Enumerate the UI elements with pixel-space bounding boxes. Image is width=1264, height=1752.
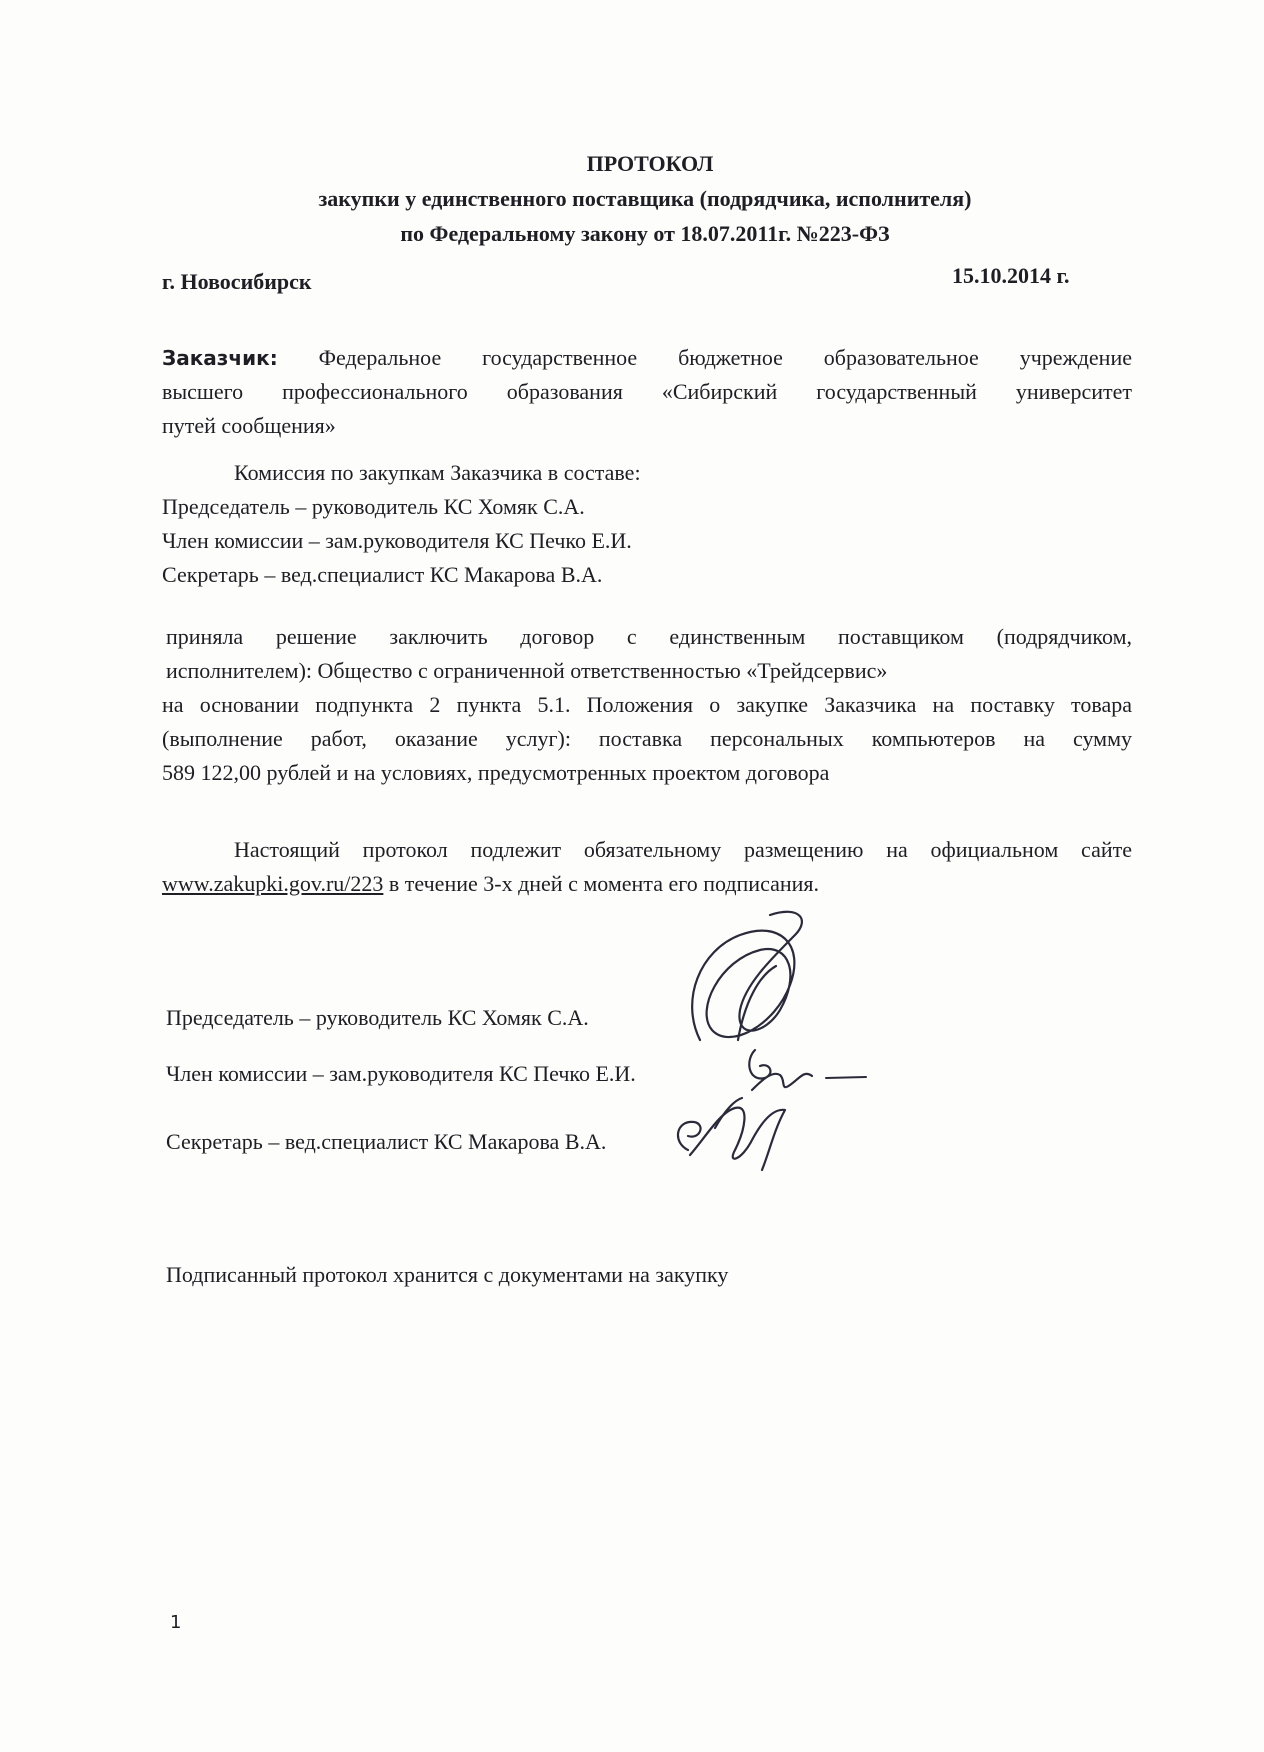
customer-line-3: путей сообщения»	[162, 413, 336, 438]
decision-line: исполнителем): Общество с ограниченной ответственностью «Трейдсервис»	[166, 658, 888, 683]
decision-line: 589 122,00 рублей и на условиях, предусмотренных проектом договора	[162, 760, 830, 785]
decision-paragraph	[162, 620, 1132, 790]
signature-line-chairman: Председатель – руководитель КС Хомяк С.А.	[166, 1005, 589, 1030]
document-date: 15.10.2014 г.	[952, 263, 1070, 288]
commission-member: Секретарь – вед.специалист КС Макарова В.А.	[162, 562, 603, 587]
zakupki-link[interactable]: www.zakupki.gov.ru/223	[162, 871, 384, 896]
commission-member: Председатель – руководитель КС Хомяк С.А.	[162, 494, 585, 519]
publication-line-2-text: в течение 3-х дней с момента его подписания.	[383, 871, 820, 896]
signature-line-member: Член комиссии – зам.руководителя КС Печко Е.И.	[166, 1061, 636, 1086]
chairman-signature	[692, 912, 802, 1040]
decision-line: приняла решение заключить договор с единственным поставщиком (подрядчиком,	[166, 624, 1132, 649]
member-signature	[749, 1050, 812, 1090]
decision-line: на основании подпункта 2 пункта 5.1. Положения о закупке Заказчика на поставку товара	[162, 692, 1132, 717]
customer-paragraph	[162, 341, 1132, 443]
publication-line-2	[162, 867, 1132, 901]
customer-line-1	[162, 341, 1132, 375]
commission-block	[162, 456, 1132, 592]
footer-note: Подписанный протокол хранится с документами на закупку	[166, 1262, 729, 1287]
document-title: ПРОТОКОЛ	[586, 151, 714, 176]
decision-line: (выполнение работ, оказание услуг): поставка персональных компьютеров на сумму	[162, 726, 1132, 751]
document-law-reference: по Федеральному закону от 18.07.2011г. №223-ФЗ	[400, 221, 890, 246]
secretary-signature	[678, 1108, 785, 1170]
customer-line-1-text: Федеральное государственное бюджетное образовательное учреждение	[277, 345, 1132, 370]
document-subtitle: закупки у единственного поставщика (подрядчика, исполнителя)	[318, 186, 972, 211]
customer-line-2: высшего профессионального образования «Сибирский государственный университет	[162, 379, 1132, 404]
commission-member: Член комиссии – зам.руководителя КС Печко Е.И.	[162, 528, 632, 553]
city: г. Новосибирск	[162, 269, 312, 294]
page-number: 1	[170, 1612, 182, 1633]
signature-line-secretary: Секретарь – вед.специалист КС Макарова В.А.	[166, 1129, 607, 1154]
customer-label: Заказчик:	[162, 346, 278, 370]
publication-paragraph	[162, 833, 1132, 901]
commission-intro: Комиссия по закупкам Заказчика в составе:	[234, 460, 641, 485]
publication-line-1: Настоящий протокол подлежит обязательному размещению на официальном сайте	[234, 837, 1132, 862]
